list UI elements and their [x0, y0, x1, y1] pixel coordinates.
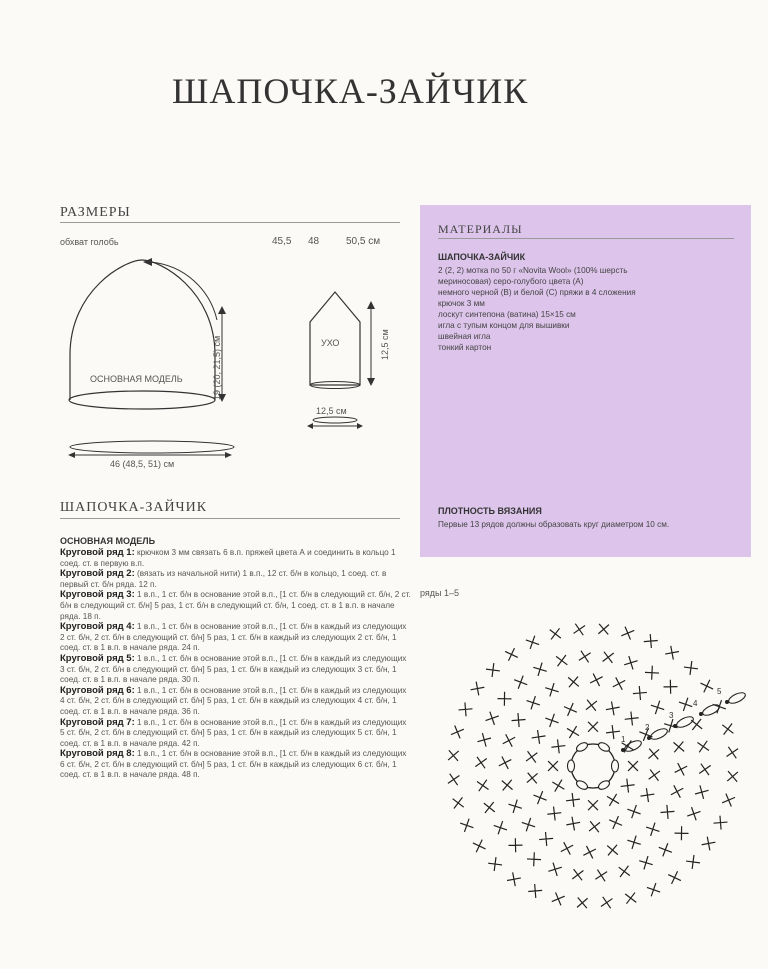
start-chain-loop	[701, 703, 721, 718]
page-title: ШАПОЧКА-ЗАЙЧИК	[172, 71, 529, 111]
sc-stitch	[645, 765, 665, 785]
sc-stitch	[585, 817, 605, 837]
sc-stitch	[522, 768, 542, 788]
sc-stitch	[524, 694, 542, 712]
sc-stitch	[597, 893, 616, 912]
pattern-row: Круговой ряд 8: 1 в.п., 1 ст. б/н в основание этой в.п., [1 ст. б/н в каждый из следующих 6 ст. б/н, 2 ст. б/н в следующий ст. б/н] 5 раз, 1 ст. б/н в каждый из следующих 6 ст. б/н, 1 соед. ст. в 1 в.п. в начале ряда. 48 п.	[60, 748, 407, 780]
sc-stitch	[663, 680, 677, 694]
sc-stitch	[496, 753, 515, 772]
pattern-row: Круговой ряд 1: крючком 3 мм связать 6 в.п. пряжей цвета А и соединить в кольцо 1 соед. ст. в первую в.п.	[60, 547, 396, 568]
sc-stitch	[565, 792, 581, 808]
sc-stitch	[572, 893, 592, 913]
material-line: немного черной (В) и белой (С) пряжи в 4 сложения	[438, 288, 636, 297]
sc-stitch	[606, 813, 624, 831]
sc-stitch	[497, 775, 517, 795]
sc-stitch	[718, 719, 738, 739]
density-heading: ПЛОТНОСТЬ ВЯЗАНИЯ	[438, 506, 542, 516]
sc-stitch	[511, 712, 526, 727]
sc-stitch	[506, 871, 522, 887]
size-value: 45,5	[272, 236, 292, 247]
sc-stitch	[621, 888, 641, 908]
sc-stitch	[479, 798, 499, 818]
material-line: швейная игла	[438, 332, 491, 341]
sc-stitch	[520, 816, 538, 834]
sc-stitch	[665, 868, 684, 887]
sc-stitch	[614, 862, 634, 882]
slip-dot	[647, 736, 651, 740]
ear-width-label: 12,5 см	[316, 406, 347, 416]
sc-stitch	[610, 674, 629, 693]
sc-stitch	[580, 843, 599, 862]
sc-stitch	[624, 711, 639, 726]
sc-stitch	[672, 760, 691, 779]
materials-list	[438, 265, 738, 353]
sc-stitch	[458, 702, 473, 717]
sc-stitch	[632, 685, 647, 700]
sc-stitch	[565, 815, 581, 831]
pattern-subheading: ОСНОВНАЯ МОДЕЛЬ	[60, 536, 156, 546]
sc-stitch	[528, 883, 543, 898]
material-line: мериносовая) серо-голубого цвета (А)	[438, 277, 584, 286]
slip-dot	[621, 748, 625, 752]
slip-dot	[699, 712, 703, 716]
sc-stitch	[543, 681, 561, 699]
row-number: 5	[717, 687, 722, 696]
material-line: крючок 3 мм	[438, 299, 485, 308]
sc-stitch	[637, 854, 654, 871]
chain-stitch	[568, 760, 575, 772]
sc-stitch	[563, 722, 582, 741]
sc-stitch	[546, 861, 564, 879]
sizes-heading: РАЗМЕРЫ	[60, 205, 131, 220]
arrow-head	[143, 258, 152, 266]
sc-stitch	[499, 731, 518, 750]
pattern-row: Круговой ряд 6: 1 в.п., 1 ст. б/н в основание этой в.п., [1 ст. б/н в каждый из следующих 4 ст. б/н, 2 ст. б/н в следующий ст. б/н] 5 раз, 1 ст. б/н в каждый из следующих 4 ст. б/н, 1 соед. ст. в 1 в.п. в начале ряда. 36 п.	[60, 684, 407, 716]
pattern-row: Круговой ряд 2: (вязать из начальной нити) 1 в.п., 12 ст. б/н в кольцо, 1 соед. ст. в первый ст. б/н ряда. 12 п.	[60, 568, 387, 589]
sc-stitch	[483, 709, 501, 727]
size-value: 50,5 см	[346, 236, 381, 247]
sc-stitch	[485, 662, 501, 678]
sc-stitch	[656, 841, 674, 859]
sc-stitch	[522, 747, 542, 767]
sc-stitch	[476, 731, 493, 748]
sc-stitch	[473, 776, 492, 795]
sc-stitch	[683, 660, 699, 676]
sc-stitch	[508, 838, 522, 852]
sc-stitch	[660, 804, 675, 819]
row-number: 4	[693, 699, 698, 708]
sc-stitch	[719, 791, 737, 809]
sc-stitch	[539, 831, 554, 846]
sc-stitch	[623, 756, 643, 776]
sc-stitch	[583, 795, 603, 815]
sc-stitch	[471, 753, 491, 773]
sc-stitch	[527, 852, 542, 867]
size-value: 48	[308, 236, 320, 247]
width-label: 46 (48,5, 51) см	[110, 459, 175, 469]
sc-stitch	[549, 776, 568, 795]
sc-stitch	[713, 815, 728, 830]
sc-stitch	[561, 700, 579, 718]
sc-stitch	[531, 789, 549, 807]
sc-stitch	[598, 647, 618, 667]
material-line: игла с тупым концом для вышивки	[438, 321, 570, 330]
slip-dot	[725, 700, 729, 704]
sc-stitch	[582, 695, 602, 715]
sc-stitch	[669, 737, 689, 757]
curve-arrow	[150, 262, 217, 320]
sc-stitch	[605, 724, 621, 740]
sc-stitch	[512, 673, 530, 691]
materials-subheading: ШАПОЧКА-ЗАЙЧИК	[438, 252, 526, 262]
row-number: 1	[621, 735, 626, 744]
sc-stitch	[664, 645, 680, 661]
sc-stitch	[649, 699, 667, 717]
ear-label: УХО	[321, 338, 340, 348]
sc-stitch	[645, 665, 660, 680]
sc-stitch	[723, 767, 743, 787]
sc-stitch	[685, 854, 701, 870]
sc-stitch	[547, 806, 562, 821]
sc-stitch	[693, 737, 712, 756]
pattern-rule	[60, 518, 400, 519]
sc-stitch	[549, 890, 567, 908]
material-line: тонкий картон	[438, 343, 492, 352]
sc-stitch	[458, 816, 476, 834]
sc-stitch	[625, 834, 643, 852]
sc-stitch	[444, 770, 463, 789]
start-chain-loop	[675, 715, 695, 730]
sc-stitch	[677, 695, 695, 713]
sc-stitch	[695, 760, 715, 780]
density-text: Первые 13 рядов должны образовать круг диаметром 10 см.	[438, 520, 670, 529]
chain-stitch	[612, 760, 619, 772]
sc-stitch	[543, 711, 561, 729]
sc-stitch	[492, 819, 510, 837]
sc-stitch	[645, 881, 663, 899]
size-diagram	[55, 250, 405, 475]
pattern-row: Круговой ряд 7: 1 в.п., 1 ст. б/н в основание этой в.п., [1 ст. б/н в каждый из следующих 5 ст. б/н, 2 ст. б/н в следующий ст. б/н] 5 раз, 1 ст. б/н в каждый из следующих 5 ст. б/н, 1 соед. ст. в 1 в.п. в начале ряда. 42 п.	[60, 716, 407, 748]
sc-stitch	[497, 692, 511, 706]
slip-dot	[673, 724, 677, 728]
pattern-row: Круговой ряд 3: 1 в.п., 1 ст. б/н в основание этой в.п., [1 ст. б/н в следующий ст. б/н, 2 ст. б/н в следующий ст. б/н] 5 раз, 1 ст. б/н в следующий ст. б/н, 1 соед. ст. в 1 в.п. в начале ряда. 18 п.	[60, 589, 411, 621]
pattern-row: Круговой ряд 4: 1 в.п., 1 ст. б/н в основание этой в.п., [1 ст. б/н в каждый из следующих 2 ст. б/н, 2 ст. б/н в следующий ст. б/н] 5 раз, 1 ст. б/н в каждый из следующих 2 ст. б/н, 1 соед. ст. в 1 в.п. в начале ряда. 24 п.	[60, 621, 407, 653]
sc-stitch	[639, 787, 655, 803]
material-line: 2 (2, 2) мотка по 50 г «Novita Wool» (100% шерсть	[438, 266, 628, 275]
material-line: лоскут синтепона (ватина) 15×15 см	[438, 310, 576, 319]
sc-stitch	[444, 746, 464, 766]
sc-stitch	[470, 837, 489, 856]
sizes-label: обхват голобь	[60, 237, 119, 247]
ear-height-label: 12,5 см	[380, 329, 390, 360]
materials-rule	[438, 238, 734, 239]
sc-stitch	[448, 723, 466, 741]
sc-stitch	[693, 784, 710, 801]
sc-stitch	[587, 670, 606, 689]
sc-stitch	[685, 805, 703, 823]
row-number: 3	[669, 711, 674, 720]
chart-label: ряды 1–5	[420, 588, 460, 598]
materials-heading: МАТЕРИАЛЫ	[438, 222, 523, 236]
sc-stitch	[531, 661, 548, 678]
sc-stitch	[487, 856, 503, 872]
sc-stitch	[583, 717, 603, 737]
sc-stitch	[700, 835, 716, 851]
sc-stitch	[552, 651, 572, 671]
row-number: 2	[645, 723, 650, 732]
sc-stitch	[594, 619, 614, 639]
sc-stitch	[619, 624, 637, 642]
sc-stitch	[568, 865, 588, 885]
sc-stitch	[603, 790, 622, 809]
sc-stitch	[564, 672, 584, 692]
pattern-rows	[60, 548, 412, 781]
main-model-label: ОСНОВНАЯ МОДЕЛЬ	[90, 374, 183, 384]
sc-stitch	[620, 778, 636, 794]
ear-width-ellipse	[313, 417, 357, 423]
pattern-row: Круговой ряд 5: 1 в.п., 1 ст. б/н в основание этой в.п., [1 ст. б/н в каждый из следующих 3 ст. б/н, 2 ст. б/н в следующий ст. б/н] 5 раз, 1 ст. б/н в каждый из следующих 3 ст. б/н, 1 соед. ст. в 1 в.п. в начале ряда. 30 п.	[60, 652, 407, 685]
sc-stitch	[674, 826, 688, 840]
sc-stitch	[697, 677, 716, 696]
sc-stitch	[558, 839, 577, 858]
sc-stitch	[524, 633, 542, 651]
sc-stitch	[605, 700, 621, 716]
sc-stitch	[575, 647, 594, 666]
sc-stitch	[592, 866, 611, 885]
sc-stitch	[625, 803, 643, 821]
start-chain-loop	[649, 727, 669, 742]
sc-stitch	[622, 654, 640, 672]
sc-stitch	[506, 797, 524, 815]
sc-stitch	[644, 744, 664, 764]
start-chain-loop	[623, 739, 643, 754]
sc-stitch	[545, 624, 565, 644]
sizes-rule	[60, 222, 400, 223]
sc-stitch	[723, 743, 742, 762]
sc-stitch	[643, 633, 658, 648]
sc-stitch	[603, 840, 623, 860]
crochet-chart	[418, 596, 758, 926]
sc-stitch	[448, 793, 468, 813]
start-chain-loop	[727, 691, 747, 706]
sc-stitch	[502, 645, 521, 664]
sc-stitch	[668, 782, 687, 801]
sc-stitch	[531, 729, 547, 745]
pattern-heading: ШАПОЧКА-ЗАЙЧИК	[60, 500, 208, 515]
sc-stitch	[570, 620, 589, 639]
hat-brim	[69, 391, 215, 409]
sc-stitch	[543, 756, 563, 776]
height-label: 19 (20, 21,5) см	[212, 335, 222, 400]
sc-stitch	[644, 820, 662, 838]
width-ellipse	[70, 441, 234, 453]
sc-stitch	[551, 739, 567, 755]
sc-stitch	[469, 680, 485, 696]
